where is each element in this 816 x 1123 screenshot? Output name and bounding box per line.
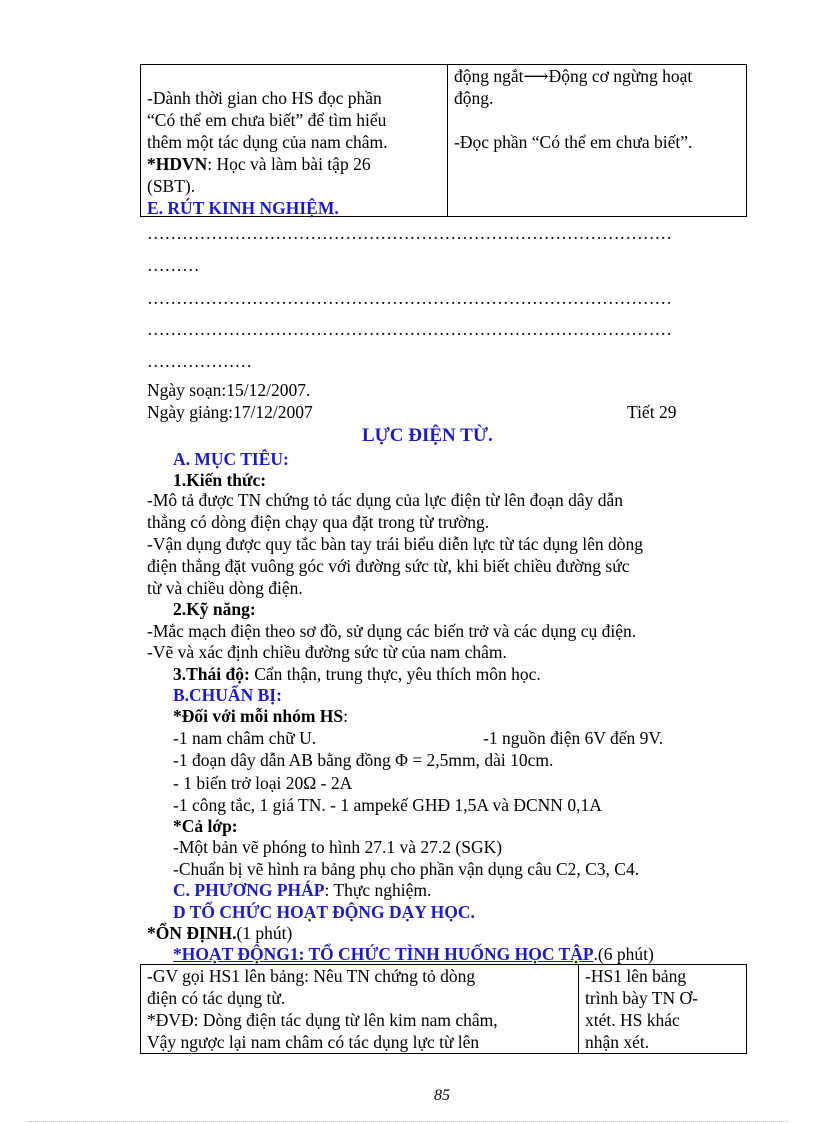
text-line: từ và chiều dòng điện. [147,578,303,598]
ky-nang-heading: 2.Kỹ năng: [173,599,256,619]
text-line: nhận xét. [585,1032,650,1052]
dotted-line: ……… [147,255,200,275]
text-line: xtét. HS khác [585,1010,680,1030]
text-line: -Mô tả được TN chứng tỏ tác dụng của lực điện từ lên đoạn dây dẫn [147,490,623,510]
hdvn-label: *HDVN [147,154,208,174]
text-line: -HS1 lên bảng [585,966,687,986]
ngay-giang: Ngày giảng:17/12/2007 [147,402,313,422]
text-line: (SBT). [147,176,196,196]
kien-thuc-heading: 1.Kiến thức: [173,470,267,490]
text-line: thêm một tác dụng của nam châm. [147,132,388,152]
section-e-heading: E. RÚT KINH NGHIỆM. [147,198,339,218]
arrow-icon: ⟶ [523,66,549,86]
text-line: -Vận dụng được quy tắc bàn tay trái biểu diễn lực từ tác dụng lên dòng [147,534,643,554]
thai-do-text: Cẩn thận, trung thực, yêu thích môn học. [249,664,541,684]
moi-nhom-heading: *Đối với mỗi nhóm HS [173,706,344,726]
teacher-activity-cell [141,65,448,217]
page-title: LỰC ĐIỆN TỪ. [362,425,493,446]
section-b-heading: B.CHUẨN BỊ: [173,685,282,705]
student-activity-cell [448,65,747,217]
text-line: -Chuẩn bị vẽ hình ra bảng phụ cho phần vận dụng câu C2, C3, C4. [173,859,640,879]
section-c-text: : Thực nghiệm. [324,880,432,900]
page-number: 85 [434,1087,450,1104]
text-line: động ngắt⟶Động cơ ngừng hoạt [454,66,693,86]
list-item: -1 nam châm chữ U. [173,728,317,748]
on-dinh-time: (1 phút) [236,923,293,943]
hoat-dong-1-heading: *HOẠT ĐỘNG1: TỔ CHỨC TÌNH HUỐNG HỌC TẬP [173,944,594,964]
text-line: -Đọc phần “Có thể em chưa biết”. [454,132,693,152]
list-item: -1 đoạn dây dẫn AB bằng đồng Φ = 2,5mm, dài 10cm. [173,750,554,770]
dotted-line: ……………………………………………………………………………… [147,223,672,243]
lesson-table-activity-1 [140,964,747,1054]
tiet-number: Tiết 29 [627,402,677,422]
text-line: Vậy ngược lại nam châm có tác dụng lực từ lên [147,1032,480,1052]
on-dinh-heading: *ỔN ĐỊNH. [147,923,237,943]
section-c-heading: C. PHƯƠNG PHÁP [173,880,325,900]
lesson-table-top [140,64,747,217]
section-a-heading: A. MỤC TIÊU: [173,449,289,469]
text-line: điện thẳng đặt vuông góc với đường sức từ, khi biết chiều đường sức [147,556,630,576]
text-line: -Vẽ và xác định chiều đường sức từ của nam châm. [147,642,507,662]
hoat-dong-1-time: .(6 phút) [593,944,654,964]
list-item: - 1 biến trở loại 20Ω - 2A [173,773,353,793]
text-line: *ĐVĐ: Dòng điện tác dụng từ lên kim nam châm, [147,1010,498,1030]
text-line: “Có thể em chưa biết” để tìm hiểu [147,110,387,130]
hdvn-text: : Học và làm bài tập 26 [207,154,371,174]
text-line: thẳng có dòng điện chạy qua đặt trong từ trường. [147,512,490,532]
text-line: -Mắc mạch điện theo sơ đồ, sử dụng các biến trở và các dụng cụ điện. [147,621,637,641]
ngay-soan: Ngày soạn:15/12/2007. [147,380,311,400]
text-line [147,153,441,175]
dotted-line: ……………… [147,351,252,371]
ca-lop-heading: *Cả lớp: [173,816,238,836]
dotted-line: ……………………………………………………………………………… [147,319,672,339]
teacher-activity-cell [141,965,579,1054]
thai-do-heading: 3.Thái độ: [173,664,250,684]
list-item: -1 công tắc, 1 giá TN. - 1 ampekế GHĐ 1,5A và ĐCNN 0,1A [173,795,602,815]
text-line: -Một bản vẽ phóng to hình 27.1 và 27.2 (SGK) [173,837,503,857]
student-activity-cell [579,965,747,1054]
dotted-line: ……………………………………………………………………………… [147,288,672,308]
section-d-heading: D TỔ CHỨC HOẠT ĐỘNG DẠY HỌC. [173,902,475,922]
list-item: -1 nguồn điện 6V đến 9V. [483,728,664,748]
text-line: điện có tác dụng từ. [147,988,286,1008]
text-line: -Dành thời gian cho HS đọc phần [147,88,382,108]
footer-divider [28,1121,788,1122]
text-line: -GV gọi HS1 lên bảng: Nêu TN chứng tỏ dòng [147,966,476,986]
text-line: trình bày TN Ơ- [585,988,698,1008]
text-line: động. [454,88,494,108]
